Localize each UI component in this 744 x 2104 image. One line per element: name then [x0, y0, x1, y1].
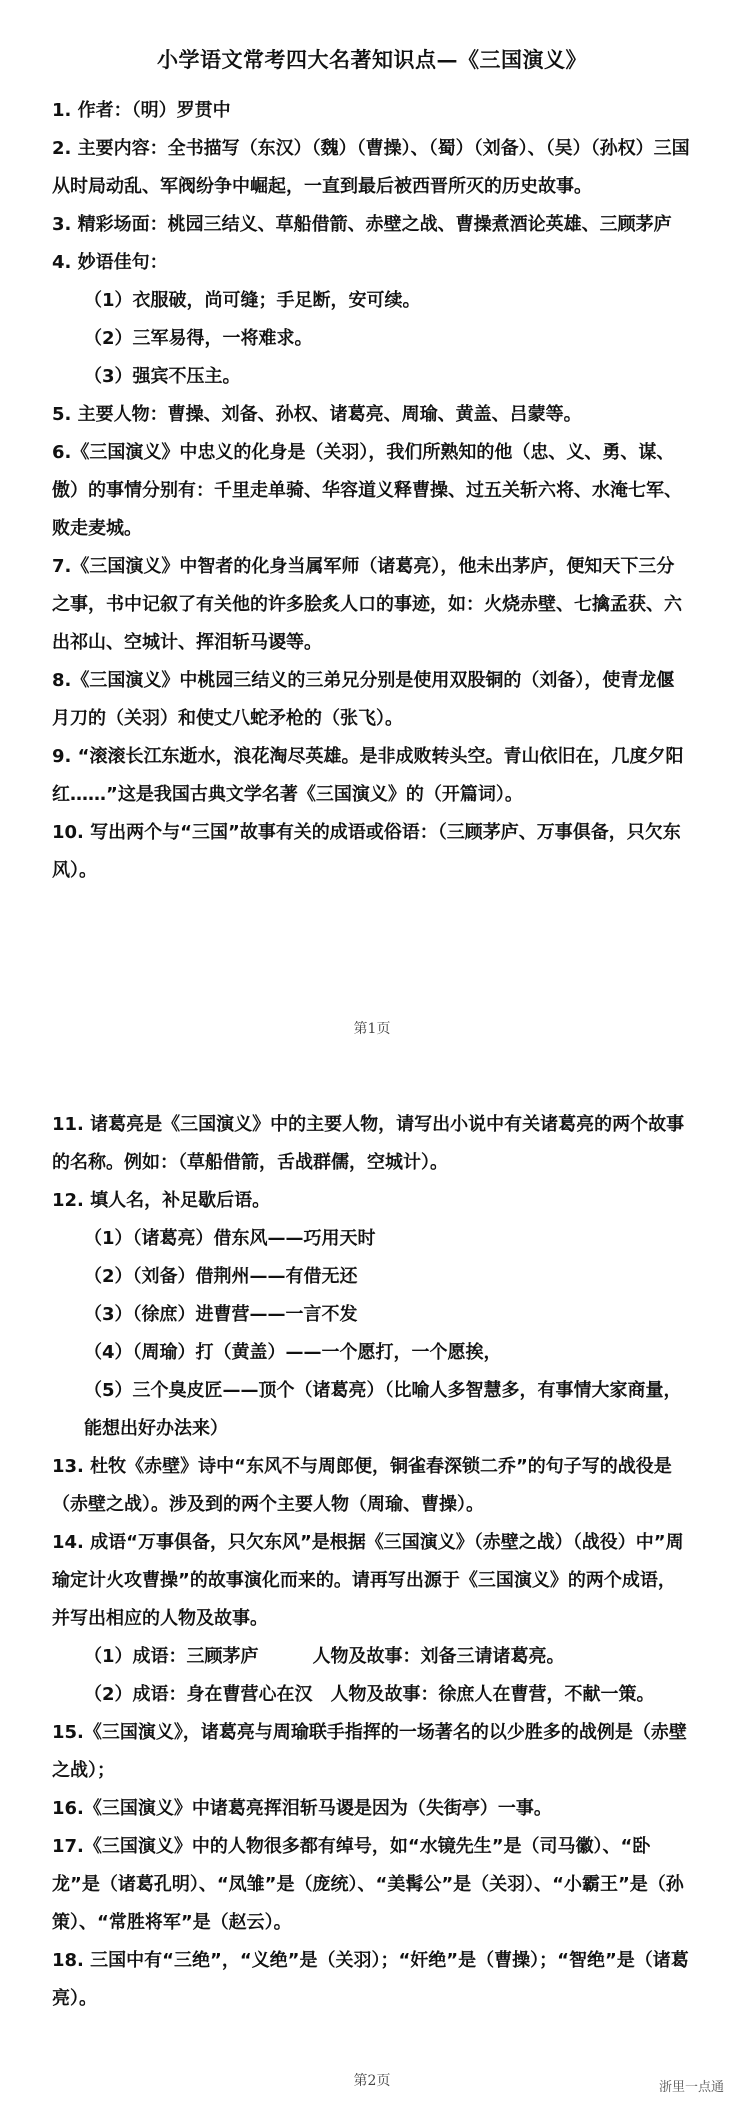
- item-guanyu: 6.《三国演义》中忠义的化身是（关羽），我们所熟知的他（忠、义、勇、谋、傲）的事情分别有：千里走单骑、华容道义释曹操、过五关斩六将、水淹七军、败走麦城。: [52, 442, 682, 539]
- xiehouyu-2: （2）（刘备）借荆州——有借无还: [84, 1266, 358, 1287]
- item-12: 12. 填人名，补足歇后语。: [52, 1190, 271, 1211]
- item-17: 17.《三国演义》中的人物很多都有绰号，如“水镜先生”是（司马徽）、“卧龙”是（诸葛孔明）、“凤雏”是（庞统）、“美髯公”是（关羽）、“小霸王”是（孙策）、“常胜将军”是（赵云）。: [52, 1836, 684, 1933]
- item-11: 11. 诸葛亮是《三国演义》中的主要人物，请写出小说中有关诸葛亮的两个故事的名称。例如：（草船借箭，舌战群儒，空城计）。: [52, 1114, 685, 1173]
- xiehouyu-3: （3）（徐庶）进曹营——一言不发: [84, 1304, 358, 1325]
- idiom-answer-1: （1）成语：三顾茅庐 人物及故事：刘备三请诸葛亮。: [84, 1646, 565, 1667]
- item-quotes-heading: 4. 妙语佳句：: [52, 252, 168, 273]
- xiehouyu-1: （1）（诸葛亮）借东风——巧用天时: [84, 1228, 376, 1249]
- item-13: 13. 杜牧《赤壁》诗中“东风不与周郎便，铜雀春深锁二乔”的句子写的战役是（赤壁之战）。涉及到的两个主要人物（周瑜、曹操）。: [52, 1456, 672, 1515]
- page-2: [0, 1050, 744, 2104]
- page-1: [0, 0, 744, 1050]
- page-number: 第2页: [353, 2073, 391, 2089]
- page-2-body: [52, 1106, 692, 2018]
- item-content: 2. 主要内容：全书描写（东汉）（魏）（曹操）、（蜀）（刘备）、（吴）（孙权）三国从时局动乱、军阀纷争中崛起，一直到最后被西晋所灭的历史故事。: [52, 138, 690, 197]
- xiehouyu-4: （4）（周瑜）打（黄盖）——一个愿打，一个愿挨，: [84, 1342, 502, 1363]
- idiom-answer-2: （2）成语：身在曹营心在汉 人物及故事：徐庶人在曹营，不献一策。: [84, 1684, 655, 1705]
- item-scenes: 3. 精彩场面：桃园三结义、草船借箭、赤壁之战、曹操煮酒论英雄、三顾茅庐: [52, 214, 672, 235]
- page-title: 小学语文常考四大名著知识点—《三国演义》: [157, 47, 587, 72]
- item-author: 1. 作者：（明）罗贯中: [52, 100, 231, 121]
- page-number: 第1页: [353, 1021, 391, 1037]
- item-14: 14. 成语“万事俱备，只欠东风”是根据《三国演义》（赤壁之战）（战役）中”周瑜定计火攻曹操”的故事演化而来的。请再写出源于《三国演义》的两个成语，并写出相应的人物及故事。: [52, 1532, 684, 1629]
- xiehouyu-5: （5）三个臭皮匠——顶个（诸葛亮）（比喻人多智慧多，有事情大家商量，能想出好办法来）: [84, 1380, 682, 1439]
- item-brothers: 8.《三国演义》中桃园三结义的三弟兄分别是使用双股铜的（刘备），使青龙偃月刀的（关羽）和使丈八蛇矛枪的（张飞）。: [52, 670, 675, 729]
- item-zhugeliang: 7.《三国演义》中智者的化身当属军师（诸葛亮），他未出茅庐，便知天下三分之事，书中记叙了有关他的许多脍炙人口的事迹，如：火烧赤壁、七擒孟获、六出祁山、空城计、挥泪斩马谡等。: [52, 556, 682, 653]
- item-16: 16.《三国演义》中诸葛亮挥泪斩马谡是因为（失街亭）一事。: [52, 1798, 552, 1819]
- item-idioms: 10. 写出两个与“三国”故事有关的成语或俗语：（三顾茅庐、万事俱备，只欠东风）。: [52, 822, 681, 881]
- item-15: 15.《三国演义》，诸葛亮与周瑜联手指挥的一场著名的以少胜多的战例是（赤壁之战）；: [52, 1722, 687, 1781]
- page-1-body: [52, 92, 692, 890]
- quote-3: （3）强宾不压主。: [84, 366, 241, 387]
- quote-2: （2）三军易得，一将难求。: [84, 328, 313, 349]
- watermark: 浙里一点通: [658, 2080, 724, 2095]
- quote-1: （1）衣服破，尚可缝；手足断，安可续。: [84, 290, 421, 311]
- item-18: 18. 三国中有“三绝”，“义绝”是（关羽）；“奸绝”是（曹操）；“智绝”是（诸葛亮）。: [52, 1950, 689, 2009]
- item-opening-poem: 9. “滚滚长江东逝水，浪花淘尽英雄。是非成败转头空。青山依旧在，几度夕阳红……”这是我国古典文学名著《三国演义》的（开篇词）。: [52, 746, 684, 805]
- item-characters: 5. 主要人物：曹操、刘备、孙权、诸葛亮、周瑜、黄盖、吕蒙等。: [52, 404, 582, 425]
